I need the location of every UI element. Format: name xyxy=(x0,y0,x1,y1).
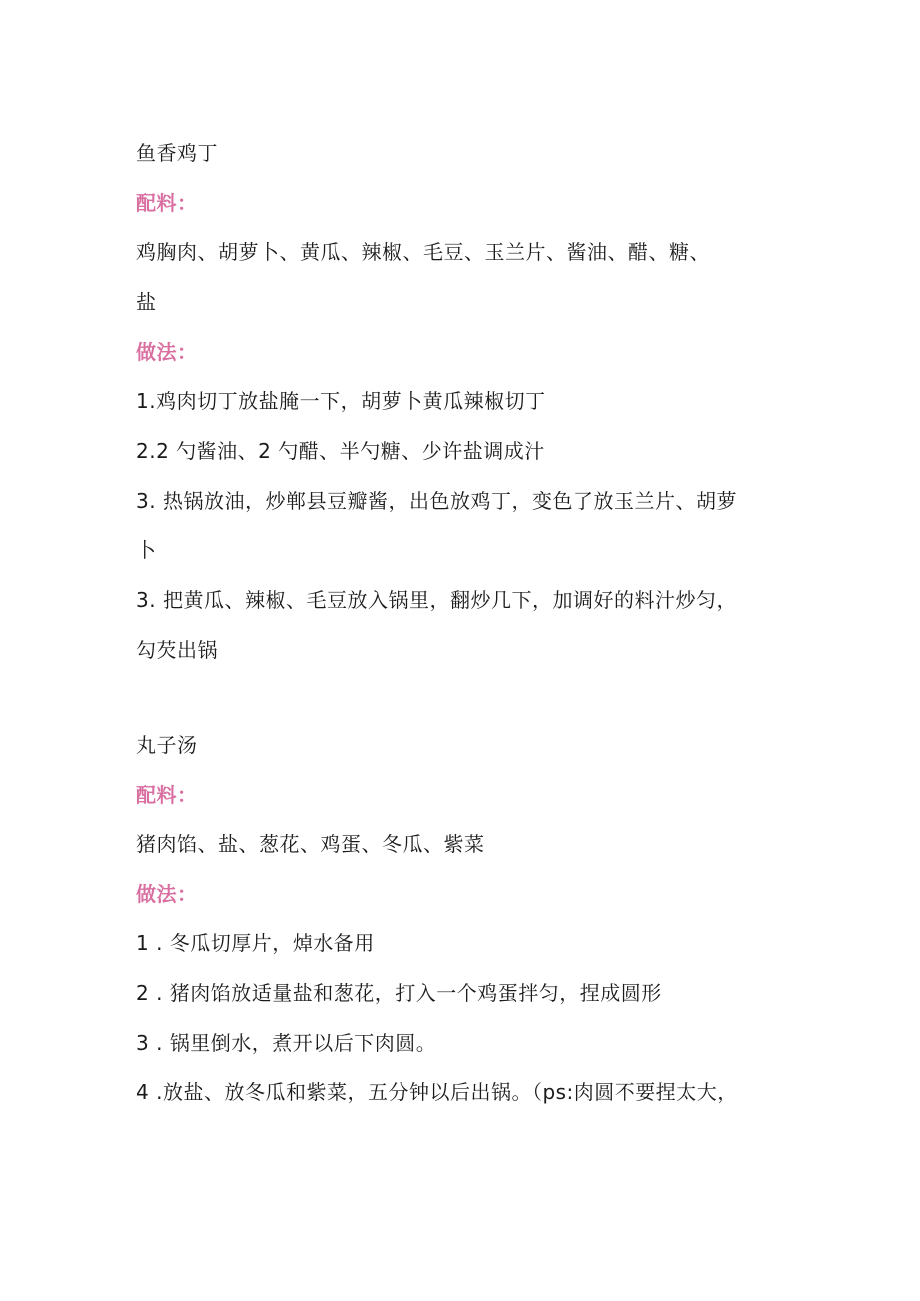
recipe1-title: 鱼香鸡丁 xyxy=(136,141,218,165)
recipe1-ingredients-line: 鸡胸肉、胡萝卜、黄瓜、辣椒、毛豆、玉兰片、酱油、醋、糖、 xyxy=(136,240,710,264)
recipe1-step: 3. 把黄瓜、辣椒、毛豆放入锅里，翻炒几下，加调好的料汁炒匀， xyxy=(136,588,737,612)
recipe2-step: 2 . 猪肉馅放适量盐和葱花，打入一个鸡蛋拌匀，捏成圆形 xyxy=(136,981,662,1005)
recipe1-ingredients-line: 盐 xyxy=(136,290,157,314)
recipe2-step: 1 . 冬瓜切厚片，焯水备用 xyxy=(136,931,375,955)
recipe1-step: 勾芡出锅 xyxy=(136,638,218,662)
recipe2-ingredients-label: 配料： xyxy=(136,783,198,807)
recipe1-step: 1.鸡肉切丁放盐腌一下，胡萝卜黄瓜辣椒切丁 xyxy=(136,389,546,413)
recipe1-step: 2.2 勺酱油、2 勺醋、半勺糖、少许盐调成汁 xyxy=(136,439,545,463)
recipe2-step: 3 . 锅里倒水，煮开以后下肉圆。 xyxy=(136,1031,437,1055)
recipe1-step: 3. 热锅放油，炒郸县豆瓣酱，出色放鸡丁，变色了放玉兰片、胡萝 xyxy=(136,489,737,513)
recipe2-method-label: 做法： xyxy=(136,882,198,906)
recipe1-method-label: 做法： xyxy=(136,340,198,364)
recipe1-ingredients-label: 配料： xyxy=(136,191,198,215)
recipe2-ingredients-line: 猪肉馅、盐、葱花、鸡蛋、冬瓜、紫菜 xyxy=(136,832,485,856)
recipe1-step: 卜 xyxy=(136,538,157,562)
recipe2-step: 4 .放盐、放冬瓜和紫菜，五分钟以后出锅。（ps:肉圆不要捏太大， xyxy=(136,1080,738,1104)
recipe2-title: 丸子汤 xyxy=(136,733,198,757)
